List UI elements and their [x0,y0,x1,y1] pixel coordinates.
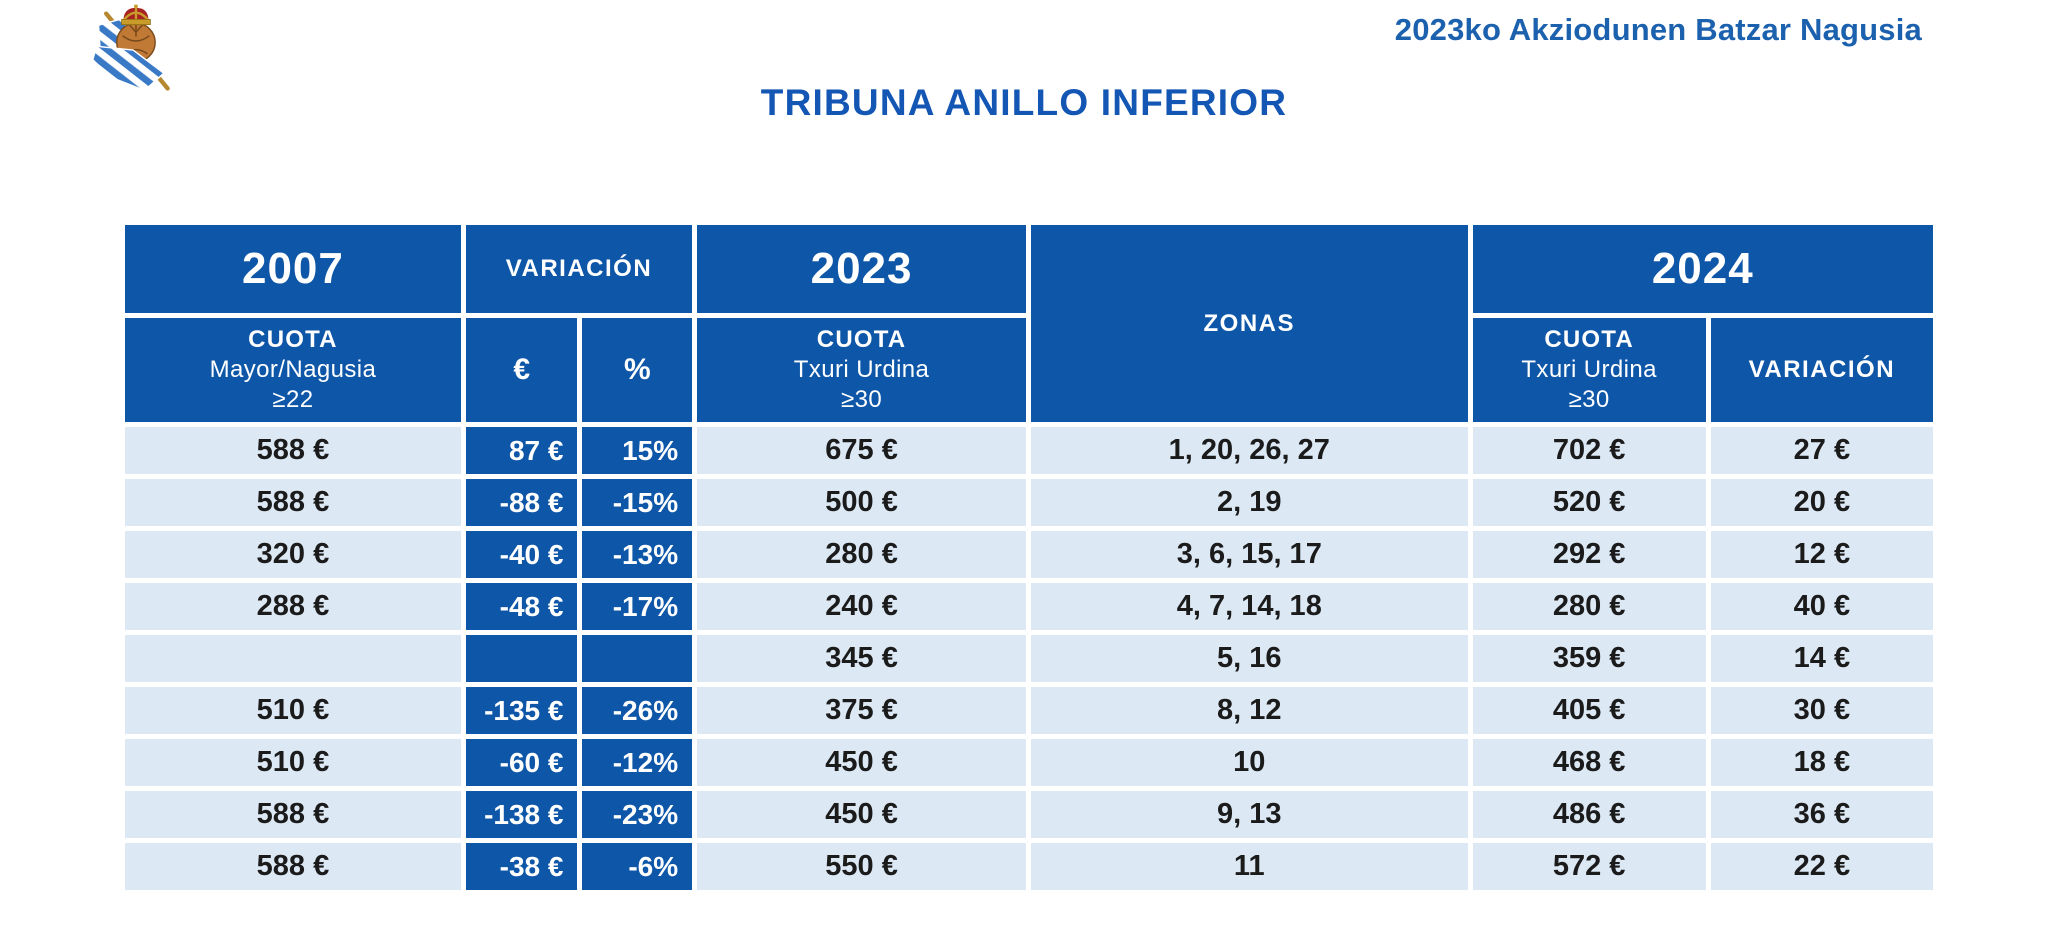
header-zonas: ZONAS [1031,225,1468,422]
subheader-cuota-2007-line: ≥22 [272,386,314,413]
cell-variacion-pct [582,635,692,682]
cell-2024-variacion: 27 € [1711,427,1933,474]
cell-2024-variacion: 30 € [1711,687,1933,734]
cell-zonas: 3, 6, 15, 17 [1031,531,1468,578]
cell-zonas: 4, 7, 14, 18 [1031,583,1468,630]
cell-2023-cuota: 240 € [697,583,1026,630]
cell-2024-variacion: 14 € [1711,635,1933,682]
cell-2024-cuota: 405 € [1473,687,1706,734]
subheader-cuota-2024-line: Txuri Urdina [1521,356,1657,383]
cell-2023-cuota: 375 € [697,687,1026,734]
cell-variacion-eur: -38 € [466,843,578,890]
cell-2007-cuota: 588 € [125,791,461,838]
cell-2024-cuota: 468 € [1473,739,1706,786]
cell-zonas: 1, 20, 26, 27 [1031,427,1468,474]
subheader-cuota-2007-line: CUOTA [248,326,338,353]
subheader-cuota-2024-line: CUOTA [1544,326,1634,353]
subheader-cuota-2007-line: Mayor/Nagusia [209,356,377,383]
cell-2024-cuota: 486 € [1473,791,1706,838]
cell-zonas: 10 [1031,739,1468,786]
cell-variacion-eur [466,635,578,682]
cell-2023-cuota: 500 € [697,479,1026,526]
cell-2007-cuota: 588 € [125,843,461,890]
cell-2023-cuota: 345 € [697,635,1026,682]
cell-zonas: 8, 12 [1031,687,1468,734]
subheader-cuota-2024-line: ≥30 [1568,386,1610,413]
cell-2023-cuota: 675 € [697,427,1026,474]
subheader-cuota-2023-line: ≥30 [841,386,883,413]
cell-2007-cuota: 588 € [125,479,461,526]
cell-variacion-pct: -13% [582,531,692,578]
cell-variacion-eur: -88 € [466,479,578,526]
header-variacion: VARIACIÓN [466,225,692,313]
subheader-pct: % [582,318,692,422]
cell-2024-cuota: 280 € [1473,583,1706,630]
subheader-cuota-2023-line: Txuri Urdina [793,356,930,383]
cell-variacion-eur: -40 € [466,531,578,578]
cell-2023-cuota: 280 € [697,531,1026,578]
cell-2023-cuota: 450 € [697,739,1026,786]
cell-variacion-pct: -6% [582,843,692,890]
cell-2024-variacion: 18 € [1711,739,1933,786]
cell-2024-cuota: 292 € [1473,531,1706,578]
header-year-2023: 2023 [697,225,1026,313]
cell-variacion-eur: -60 € [466,739,578,786]
cell-2024-cuota: 702 € [1473,427,1706,474]
cell-2023-cuota: 550 € [697,843,1026,890]
subheader-cuota-2024 [1473,318,1706,422]
cell-2007-cuota: 288 € [125,583,461,630]
cell-variacion-pct: -15% [582,479,692,526]
page-title: TRIBUNA ANILLO INFERIOR [760,82,1288,123]
cell-2024-cuota: 572 € [1473,843,1706,890]
cell-2024-variacion: 20 € [1711,479,1933,526]
event-title: 2023ko Akziodunen Batzar Nagusia [1394,12,1922,47]
cell-2024-variacion: 12 € [1711,531,1933,578]
cell-zonas: 9, 13 [1031,791,1468,838]
cell-2007-cuota: 320 € [125,531,461,578]
cell-2007-cuota: 588 € [125,427,461,474]
cell-zonas: 2, 19 [1031,479,1468,526]
cell-variacion-eur: 87 € [466,427,578,474]
price-table [125,225,1933,890]
subheader-variacion-2024: VARIACIÓN [1711,318,1933,422]
subheader-eur: € [466,318,578,422]
cell-2023-cuota: 450 € [697,791,1026,838]
cell-2024-variacion: 40 € [1711,583,1933,630]
subheader-cuota-2023-line: CUOTA [816,326,907,353]
subheader-cuota-2023 [697,318,1026,422]
cell-2024-cuota: 359 € [1473,635,1706,682]
cell-variacion-pct: 15% [582,427,692,474]
cell-variacion-pct: -26% [582,687,692,734]
cell-variacion-pct: -17% [582,583,692,630]
cell-variacion-eur: -135 € [466,687,578,734]
subheader-cuota-2007 [125,318,461,422]
cell-variacion-eur: -48 € [466,583,578,630]
cell-variacion-pct: -12% [582,739,692,786]
cell-2024-variacion: 36 € [1711,791,1933,838]
cell-2024-variacion: 22 € [1711,843,1933,890]
cell-variacion-eur: -138 € [466,791,578,838]
header-year-2024: 2024 [1473,225,1933,313]
cell-2007-cuota: 510 € [125,739,461,786]
cell-2024-cuota: 520 € [1473,479,1706,526]
cell-variacion-pct: -23% [582,791,692,838]
cell-2007-cuota [125,635,461,682]
header-year-2007: 2007 [125,225,461,313]
cell-2007-cuota: 510 € [125,687,461,734]
cell-zonas: 11 [1031,843,1468,890]
cell-zonas: 5, 16 [1031,635,1468,682]
